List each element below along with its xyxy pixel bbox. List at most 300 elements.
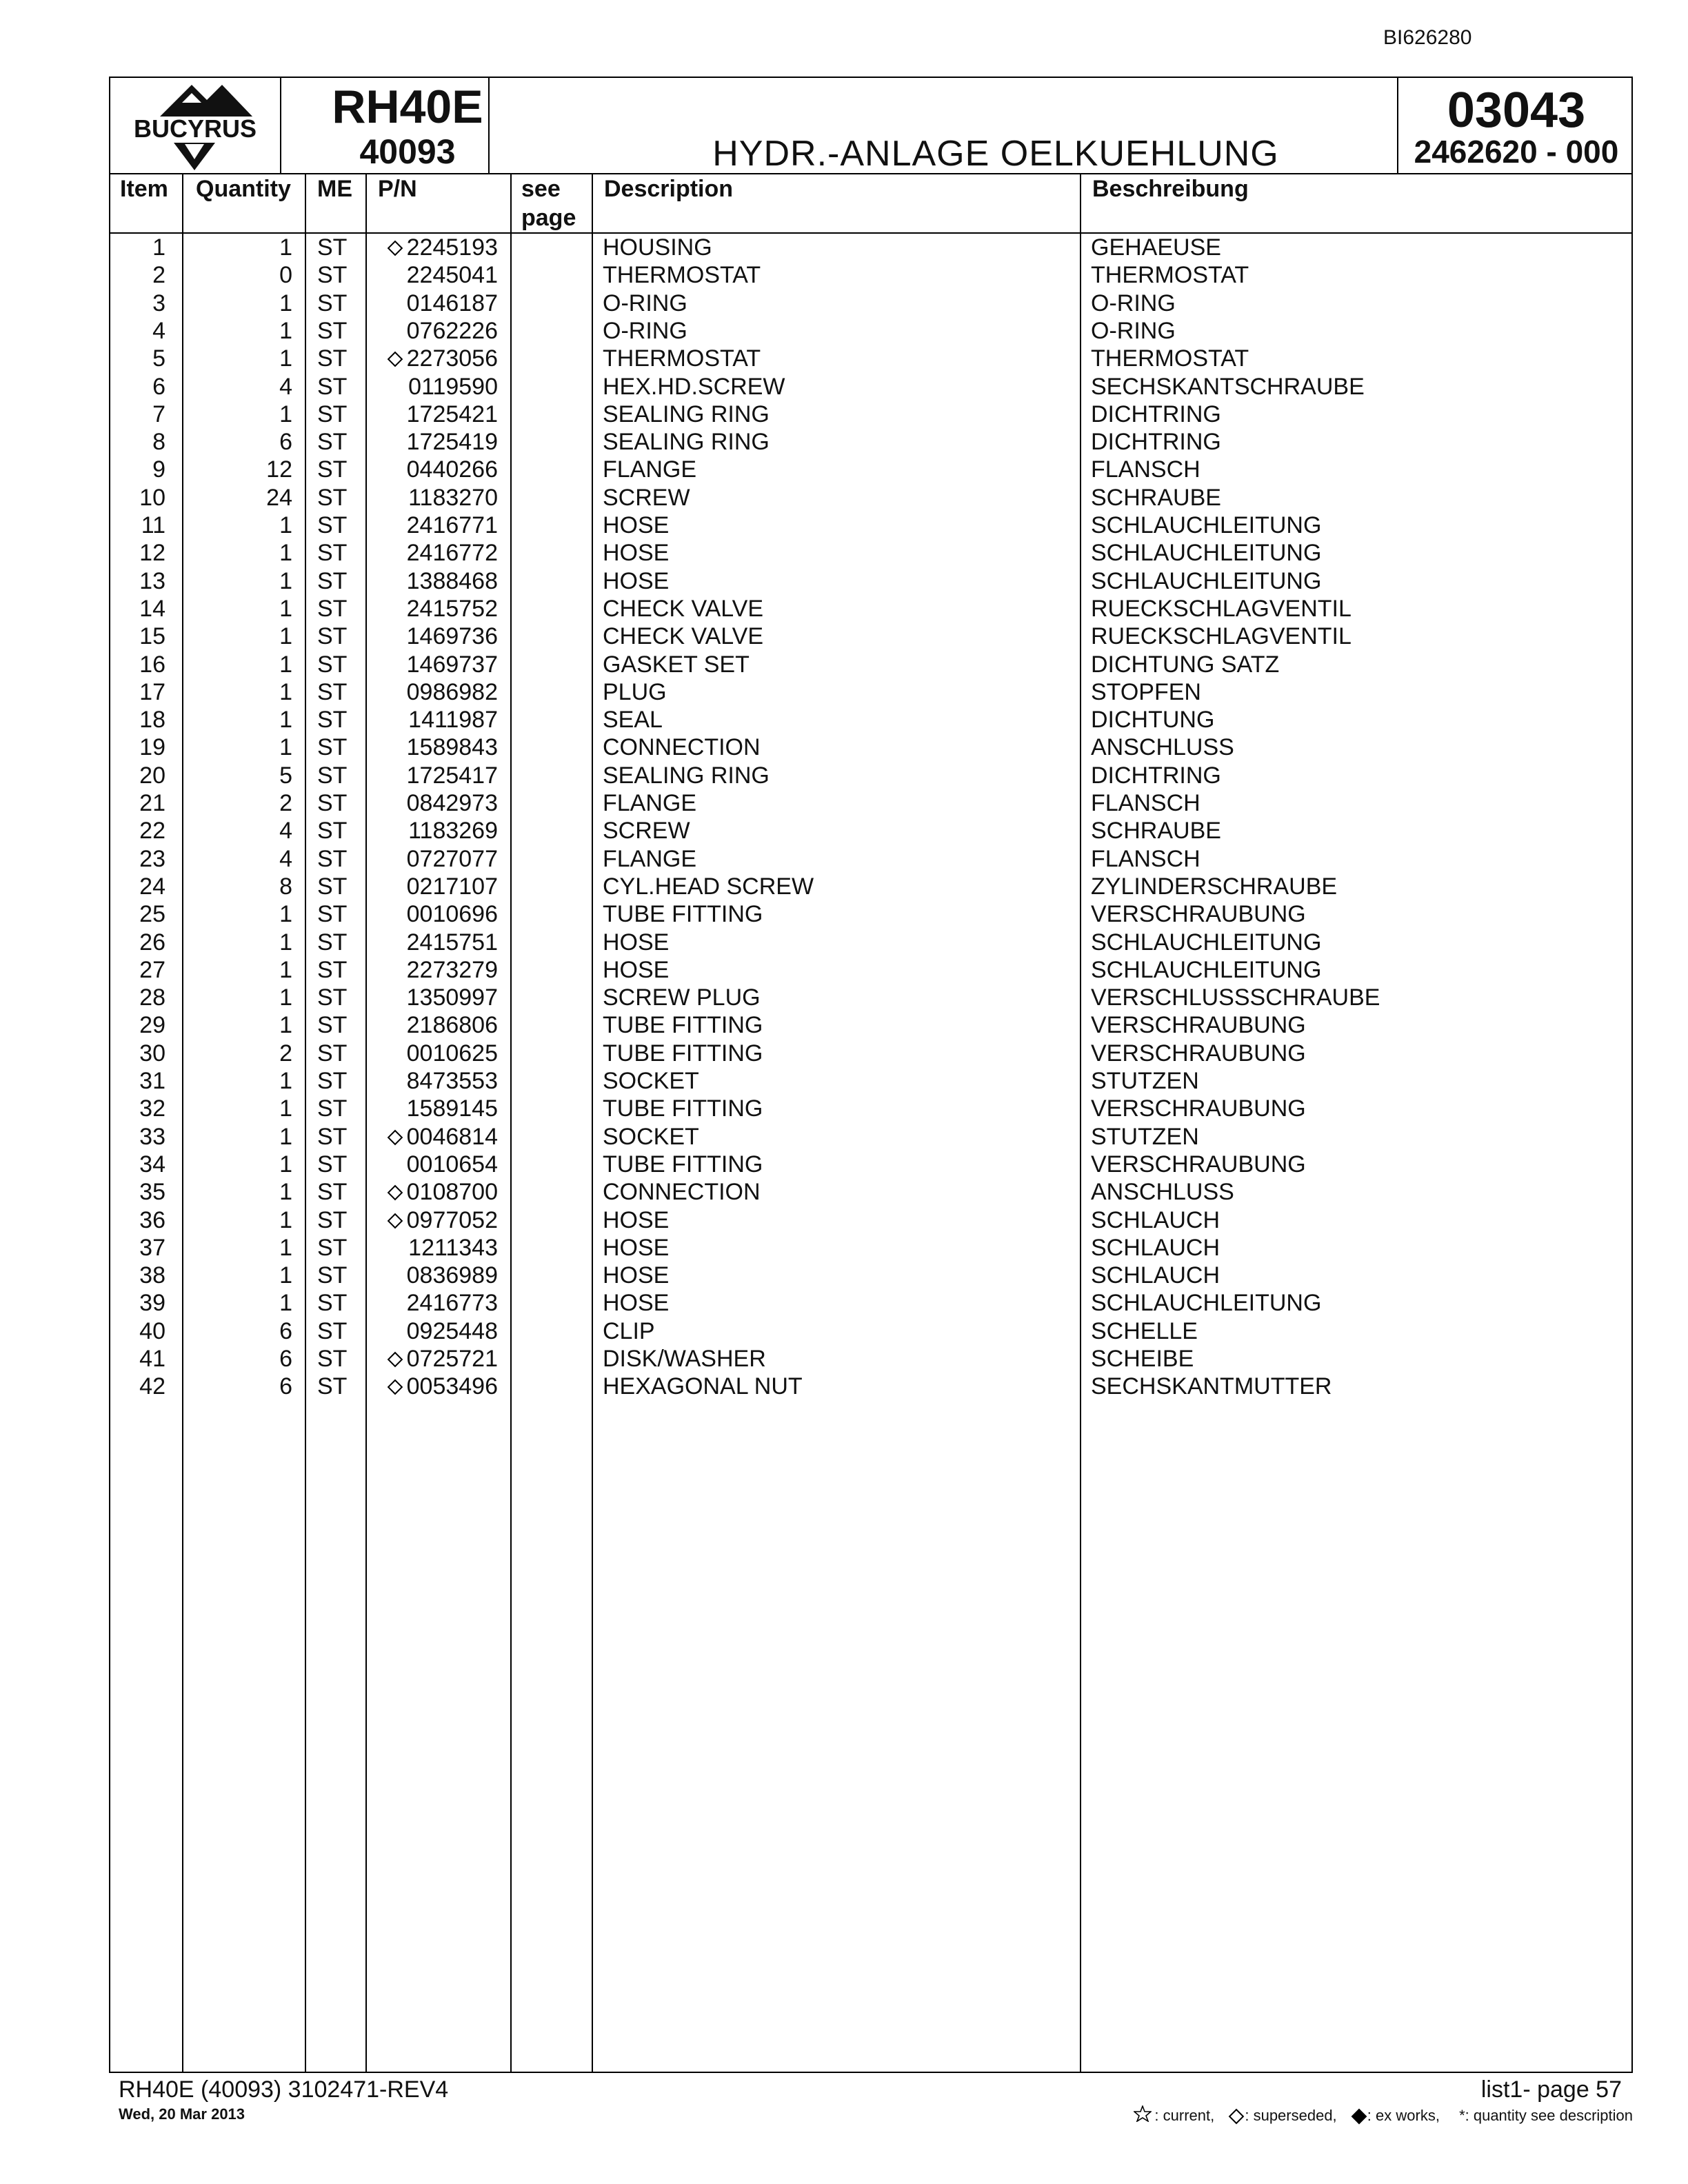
quantity-cell-text: 1 [279,317,292,344]
quantity-cell-text: 5 [279,762,292,789]
pn-cell [407,762,498,789]
quantity-cell [279,678,292,706]
table-row [110,706,1631,734]
beschreibung-cell [1091,900,1306,928]
pn-cell-text: 2416772 [406,540,498,567]
quantity-cell [279,762,292,789]
item-cell [139,706,165,734]
item-cell-text: 25 [139,901,165,928]
quantity-cell [279,1178,292,1206]
description-cell [603,734,761,761]
table-row [110,261,1631,289]
me-cell-text: ST [317,1040,348,1066]
item-cell [139,1123,165,1151]
pn-cell [407,1317,498,1345]
me-cell [317,929,347,956]
item-cell-text: 31 [139,1068,165,1094]
description-cell [603,789,696,817]
pn-cell [407,1095,498,1122]
me-cell [317,706,347,734]
beschreibung-cell-text: SCHELLE [1091,1317,1198,1344]
beschreibung-cell [1091,1234,1220,1262]
me-cell-text: ST [317,1262,348,1289]
quantity-cell [279,1262,292,1289]
item-cell-text: 26 [139,929,165,956]
description-cell-text: HOSE [603,1206,670,1233]
beschreibung-cell [1091,1095,1306,1122]
me-cell-text: ST [317,1290,348,1317]
quantity-cell-text: 4 [279,818,292,845]
pn-cell-text: 1469736 [406,623,498,650]
table-row [110,234,1631,261]
col-header-see-line1: see [521,176,561,202]
quantity-cell [279,1040,292,1067]
beschreibung-cell [1091,706,1214,734]
description-cell-text: HOSE [603,1290,670,1317]
pn-cell-text: 0725721 [406,1346,498,1372]
diamond-outline-icon [1229,2109,1245,2125]
pn-cell-text: 8473553 [406,1068,498,1094]
beschreibung-cell-text: SCHLAUCHLEITUNG [1091,956,1322,983]
beschreibung-cell [1091,1067,1199,1095]
pn-cell-text: 1469737 [406,651,498,678]
beschreibung-cell [1091,845,1200,873]
document-id: BI626280 [1383,26,1472,49]
me-cell [317,817,347,845]
description-cell-text: THERMOSTAT [603,262,761,289]
item-cell [152,345,165,372]
quantity-cell-text: 6 [279,429,292,456]
item-cell [139,623,165,650]
item-cell-text: 36 [139,1206,165,1233]
table-row [110,1123,1631,1151]
quantity-cell [279,1011,292,1039]
item-cell-text: 24 [139,873,165,900]
item-cell-text: 33 [139,1123,165,1150]
description-cell-text: O-RING [603,290,687,316]
description-cell-text: HOSE [603,540,670,567]
table-row [110,900,1631,928]
table-row [110,1206,1631,1234]
pn-cell [407,929,498,956]
item-cell-text: 11 [141,512,165,538]
item-cell-text: 12 [139,540,165,567]
quantity-cell-text: 1 [279,567,292,594]
quantity-cell [279,1234,292,1262]
beschreibung-cell [1091,1289,1321,1317]
me-cell-text: ST [317,1179,348,1206]
description-cell [603,539,669,567]
quantity-cell-text: 1 [279,540,292,567]
description-cell-text: TUBE FITTING [603,1040,763,1066]
description-cell-text: FLANGE [603,790,697,816]
quantity-cell-text: 1 [279,1262,292,1289]
beschreibung-cell-text: DICHTRING [1091,762,1221,789]
beschreibung-cell-text: ZYLINDERSCHRAUBE [1091,873,1338,900]
table-row [110,1011,1631,1039]
beschreibung-cell [1091,984,1380,1011]
pn-cell-text: 1388468 [406,567,498,594]
me-cell [317,539,347,567]
me-cell [317,428,347,456]
quantity-cell-text: 0 [279,262,292,289]
quantity-cell [279,1095,292,1122]
pn-cell-text: 0010625 [406,1040,498,1066]
item-cell-text: 5 [152,345,165,372]
me-cell [317,1178,347,1206]
beschreibung-cell [1091,734,1234,761]
me-cell-text: ST [317,345,348,372]
item-cell [139,1317,165,1345]
quantity-cell [279,984,292,1011]
quantity-cell [266,456,292,483]
quantity-cell [279,345,292,372]
description-cell-text: CLIP [603,1317,655,1344]
item-cell [139,1178,165,1206]
table-row [110,956,1631,984]
description-cell-text: CHECK VALVE [603,623,764,650]
item-cell-text: 19 [139,734,165,761]
description-cell [603,929,669,956]
beschreibung-cell-text: SCHLAUCH [1091,1262,1220,1289]
pn-cell [407,567,498,595]
pn-cell [407,1262,498,1289]
pn-cell-text: 0977052 [406,1206,498,1233]
pn-cell [407,456,498,483]
item-cell-text: 23 [139,845,165,872]
beschreibung-cell-text: SCHLAUCHLEITUNG [1091,512,1322,538]
description-cell-text: SEALING RING [603,762,770,789]
item-cell [139,484,165,512]
table-row [110,1345,1631,1373]
beschreibung-cell-text: VERSCHRAUBUNG [1091,1095,1306,1122]
quantity-cell [266,484,292,512]
legend-quantity: : quantity see description [1465,2107,1633,2124]
quantity-cell-text: 1 [279,1151,292,1177]
pn-cell-text: 0727077 [406,845,498,872]
table-row [110,512,1631,539]
header-divider [280,78,281,173]
legend-quantity-mark: * [1459,2107,1465,2124]
me-cell [317,317,347,345]
me-cell [317,651,347,678]
superseded-diamond-icon [387,1379,403,1395]
table-row [110,401,1631,428]
table-row [110,373,1631,401]
pn-cell [390,1123,498,1151]
quantity-cell-text: 1 [279,901,292,928]
me-cell-text: ST [317,678,348,705]
quantity-cell [279,1067,292,1095]
description-cell-text: THERMOSTAT [603,345,761,372]
description-cell [603,261,761,289]
beschreibung-cell-text: SECHSKANTSCHRAUBE [1091,373,1365,400]
quantity-cell [279,1123,292,1151]
quantity-cell [279,900,292,928]
beschreibung-cell-text: THERMOSTAT [1091,345,1249,372]
description-cell [603,1317,655,1345]
description-cell [603,845,696,873]
item-cell [152,428,165,456]
beschreibung-cell [1091,484,1221,512]
footer-doc-ref: RH40E (40093) 3102471-REV4 [119,2076,449,2103]
me-cell-text: ST [317,845,348,872]
table-row [110,317,1631,345]
pn-cell [390,1345,498,1373]
item-cell [139,1234,165,1262]
description-cell-text: HOSE [603,1262,670,1289]
description-cell-text: FLANGE [603,845,697,872]
quantity-cell-text: 1 [279,1179,292,1206]
superseded-diamond-icon [387,241,403,256]
beschreibung-cell-text: ANSCHLUSS [1091,1179,1234,1206]
item-cell-text: 17 [139,678,165,705]
pn-cell-text: 0108700 [406,1179,498,1206]
me-cell [317,845,347,873]
table-row [110,1317,1631,1345]
item-cell-text: 35 [139,1179,165,1206]
item-cell [139,956,165,984]
pn-cell-text: 1589843 [406,734,498,761]
description-cell [603,1234,669,1262]
quantity-cell [279,317,292,345]
item-cell [139,1373,165,1400]
pn-cell [407,317,498,345]
diamond-filled-icon [1351,2109,1367,2125]
quantity-cell [279,845,292,873]
group-number: 03043 [1447,83,1586,138]
beschreibung-cell [1091,651,1279,678]
quantity-cell-text: 6 [279,1373,292,1400]
description-cell [603,512,669,539]
pn-cell-text: 1589145 [406,1095,498,1122]
item-cell-text: 39 [139,1290,165,1317]
beschreibung-cell-text: SCHLAUCHLEITUNG [1091,1290,1322,1317]
beschreibung-cell [1091,290,1176,317]
pn-cell-text: 0842973 [406,790,498,816]
item-cell-text: 20 [139,762,165,789]
description-cell [603,1011,763,1039]
quantity-cell-text: 4 [279,373,292,400]
beschreibung-cell-text: SECHSKANTMUTTER [1091,1373,1332,1400]
description-cell-text: SCREW [603,484,690,511]
quantity-cell [279,873,292,900]
quantity-cell [279,401,292,428]
me-cell [317,1011,347,1039]
beschreibung-cell-text: SCHRAUBE [1091,484,1221,511]
quantity-cell-text: 1 [279,1095,292,1122]
beschreibung-cell-text: DICHTRING [1091,429,1221,456]
me-cell-text: ST [317,595,348,622]
me-cell-text: ST [317,762,348,789]
me-cell [317,401,347,428]
description-cell [603,290,687,317]
quantity-cell-text: 1 [279,623,292,650]
quantity-cell-text: 24 [266,484,292,511]
description-cell-text: TUBE FITTING [603,1012,763,1039]
quantity-cell-text: 12 [266,456,292,483]
beschreibung-cell-text: FLANSCH [1091,845,1200,872]
item-cell [152,290,165,317]
beschreibung-cell [1091,595,1352,623]
pn-cell [390,1373,498,1400]
me-cell-text: ST [317,540,348,567]
me-cell [317,234,347,261]
beschreibung-cell [1091,428,1221,456]
col-header-me: ME [317,176,352,202]
beschreibung-cell-text: STUTZEN [1091,1123,1199,1150]
item-cell [139,817,165,845]
item-cell-text: 27 [139,956,165,983]
me-cell-text: ST [317,873,348,900]
beschreibung-cell [1091,1123,1199,1151]
beschreibung-cell-text: RUECKSCHLAGVENTIL [1091,595,1352,622]
beschreibung-cell [1091,873,1337,900]
beschreibung-cell [1091,929,1321,956]
quantity-cell-text: 8 [279,873,292,900]
item-cell [139,1262,165,1289]
item-cell [139,873,165,900]
item-cell-text: 18 [139,707,165,734]
item-cell [139,1011,165,1039]
superseded-diamond-icon [387,1185,403,1201]
me-cell [317,789,347,817]
pn-cell [407,512,498,539]
table-row [110,873,1631,900]
me-cell-text: ST [317,1373,348,1400]
item-cell [152,234,165,261]
beschreibung-cell [1091,1178,1234,1206]
me-cell [317,984,347,1011]
pn-cell [407,1289,498,1317]
quantity-cell-text: 1 [279,401,292,427]
quantity-cell-text: 1 [279,595,292,622]
description-cell [603,1289,669,1317]
table-row [110,484,1631,512]
quantity-cell [279,1373,292,1400]
item-cell-text: 9 [152,456,165,483]
description-cell [603,373,785,401]
superseded-diamond-icon [387,352,403,367]
description-cell [603,651,750,678]
me-cell [317,873,347,900]
beschreibung-cell-text: VERSCHRAUBUNG [1091,1151,1306,1177]
superseded-diamond-icon [387,1213,403,1228]
item-cell [139,762,165,789]
pn-cell [407,261,498,289]
quantity-cell-text: 2 [279,790,292,816]
pn-cell-text: 1411987 [408,707,498,734]
quantity-cell [279,373,292,401]
table-row [110,1262,1631,1289]
item-cell [141,512,165,539]
beschreibung-cell [1091,345,1249,372]
quantity-cell-text: 1 [279,290,292,316]
me-cell [317,762,347,789]
item-cell-text: 32 [139,1095,165,1122]
pn-cell [407,956,498,984]
quantity-cell-text: 1 [279,956,292,983]
item-cell [139,845,165,873]
item-cell-text: 16 [139,651,165,678]
pn-cell-text: 1725417 [406,762,498,789]
pn-cell [390,345,498,372]
quantity-cell-text: 6 [279,1346,292,1372]
pn-cell-text: 2186806 [406,1012,498,1039]
quantity-cell [279,734,292,761]
pn-cell [407,789,498,817]
quantity-cell [279,1345,292,1373]
superseded-diamond-icon [387,1129,403,1145]
item-cell [139,1206,165,1234]
description-cell [603,873,814,900]
quantity-cell-text: 1 [279,1068,292,1094]
document-number: 2462620 - 000 [1414,134,1619,170]
me-cell-text: ST [317,317,348,344]
quantity-cell-text: 1 [279,707,292,734]
description-cell-text: HEX.HD.SCREW [603,373,785,400]
table-row [110,734,1631,761]
table-row [110,1289,1631,1317]
me-cell-text: ST [317,401,348,427]
item-cell [139,1067,165,1095]
beschreibung-cell [1091,956,1321,984]
item-cell-text: 6 [152,373,165,400]
description-cell-text: PLUG [603,678,667,705]
description-cell-text: HEXAGONAL NUT [603,1373,803,1400]
description-cell-text: HOSE [603,1234,670,1261]
pn-cell-text: 0217107 [406,873,498,900]
pn-cell-text: 0986982 [406,678,498,705]
beschreibung-cell-text: SCHEIBE [1091,1346,1194,1372]
beschreibung-cell [1091,512,1321,539]
pn-cell-text: 1350997 [406,984,498,1011]
item-cell-text: 1 [152,234,165,261]
table-row [110,428,1631,456]
table-row [110,1151,1631,1178]
me-cell-text: ST [317,1317,348,1344]
description-cell-text: TUBE FITTING [603,1151,763,1177]
me-cell-text: ST [317,984,348,1011]
me-cell [317,373,347,401]
quantity-cell [279,623,292,650]
quantity-cell [279,1317,292,1345]
table-row [110,623,1631,650]
quantity-cell-text: 1 [279,678,292,705]
description-cell-text: CONNECTION [603,734,761,761]
quantity-cell-text: 2 [279,1040,292,1066]
beschreibung-cell-text: DICHTUNG [1091,707,1215,734]
beschreibung-cell [1091,373,1365,401]
description-cell-text: HOSE [603,512,670,538]
superseded-diamond-icon [387,1352,403,1368]
quantity-cell-text: 1 [279,234,292,261]
item-cell [139,595,165,623]
pn-cell-text: 0440266 [406,456,498,483]
quantity-cell-text: 6 [279,1317,292,1344]
pn-cell [407,845,498,873]
item-cell-text: 4 [152,317,165,344]
beschreibung-cell-text: STOPFEN [1091,678,1201,705]
quantity-cell-text: 1 [279,1012,292,1039]
pn-cell [408,817,498,845]
me-cell [317,1040,347,1067]
table-row [110,456,1631,483]
item-cell [139,789,165,817]
me-cell-text: ST [317,1095,348,1122]
description-cell [603,678,667,706]
pn-cell [407,651,498,678]
